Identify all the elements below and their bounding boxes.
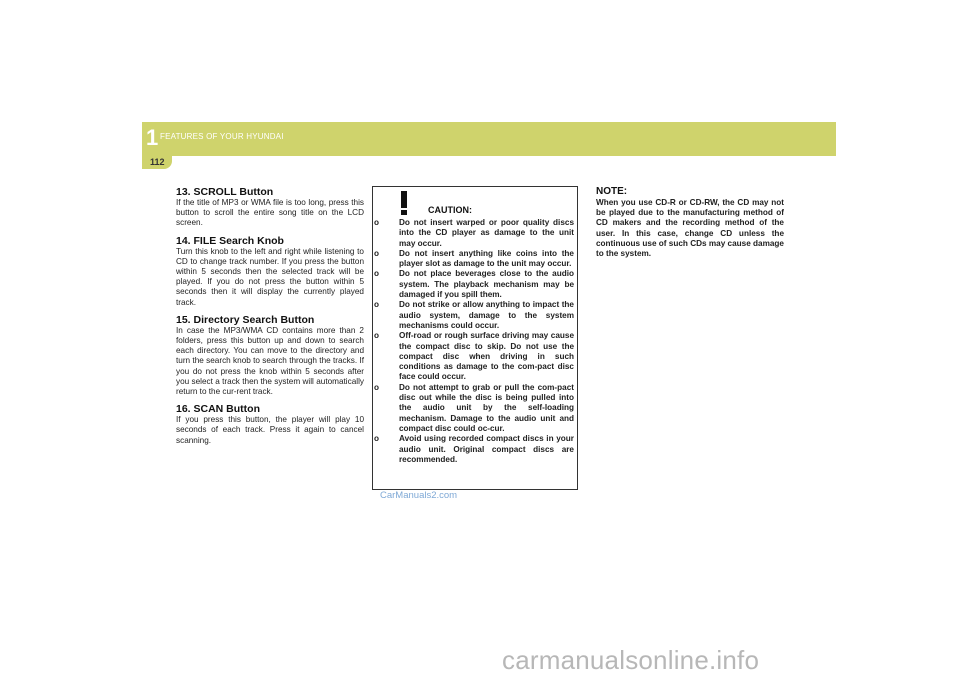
section-body-scan: If you press this button, the player will play 10 seconds of each track. Press it again to cancel scanning.: [176, 415, 364, 445]
button-descriptions-column: [176, 186, 364, 452]
bullet-marker: o: [374, 300, 380, 310]
section-heading-scroll: 13. SCROLL Button: [176, 186, 274, 198]
bullet-marker: o: [374, 331, 380, 341]
caution-item: o Do not insert anything like coins into the player slot as damage to the unit may occur.: [374, 248, 574, 269]
chapter-number: 1: [146, 125, 159, 150]
watermark-carmanualsonline[interactable]: carmanualsonline.info: [502, 645, 760, 675]
caution-item: o Do not place beverages close to the audio system. The playback mechanism may be damaged if you spill them.: [374, 269, 574, 300]
note-body: When you use CD-R or CD-RW, the CD may not be played due to the manufacturing method of CD makers and the recording method of the user. In this case, change CD unless the continuous use of such CDs may cause damage to the system.: [596, 198, 784, 259]
note-block: [596, 186, 784, 259]
caution-title: CAUTION:: [428, 205, 472, 215]
caution-item: o Off-road or rough surface driving may cause the compact disc to skip. Do not use the compact disc when driving in such conditions as damage to the com-pact disc face could occur.: [374, 331, 574, 382]
caution-list: [372, 218, 576, 465]
section-heading-file-search: 14. FILE Search Knob: [176, 234, 284, 247]
bullet-marker: o: [374, 248, 380, 258]
bullet-marker: o: [374, 382, 380, 392]
section-body-scroll: If the title of MP3 or WMA file is too long, press this button to scroll the entire song title on the LCD screen.: [176, 198, 364, 228]
bullet-marker: o: [374, 218, 380, 227]
section-heading-directory-search: 15. Directory Search Button: [176, 313, 315, 326]
warning-exclamation-icon: [390, 190, 418, 216]
bullet-marker: o: [374, 434, 380, 444]
page-number: 112: [150, 157, 165, 167]
note-title: NOTE:: [596, 186, 628, 197]
chapter-title: FEATURES OF YOUR HYUNDAI: [160, 132, 284, 141]
section-body-directory-search: In case the MP3/WMA CD contains more than 2 folders, press this button up and down to search each directory. You can move to the directory and turn the search knob to search through the tracks. If you do not press the knob within 5 seconds after you select a track then the system will automatically return to the cur-rent track.: [176, 325, 364, 397]
caution-item: o Do not insert warped or poor quality discs into the CD player as damage to the unit may occur.: [374, 218, 574, 248]
section-heading-scan: 16. SCAN Button: [176, 403, 260, 416]
section-body-file-search: Turn this knob to the left and right while listening to CD to change track number. If you press the button within 5 seconds then the selected track will be played. If you do not press the button within 5 seconds then it will display the currently played track.: [176, 246, 364, 307]
caution-item: o Avoid using recorded compact discs in your audio unit. Original compact discs are recommended.: [374, 434, 574, 464]
caution-item: o Do not strike or allow anything to impact the audio system, damage to the system mechanisms could occur.: [374, 300, 574, 330]
bullet-marker: o: [374, 269, 380, 279]
caution-item: o Do not attempt to grab or pull the com-pact disc out while the disc is being pulled into the audio unit by the self-loading mechanism. Damage to the audio unit and compact disc could oc-cur.: [374, 382, 574, 433]
watermark-carmanuals2[interactable]: CarManuals2.com: [380, 490, 458, 501]
